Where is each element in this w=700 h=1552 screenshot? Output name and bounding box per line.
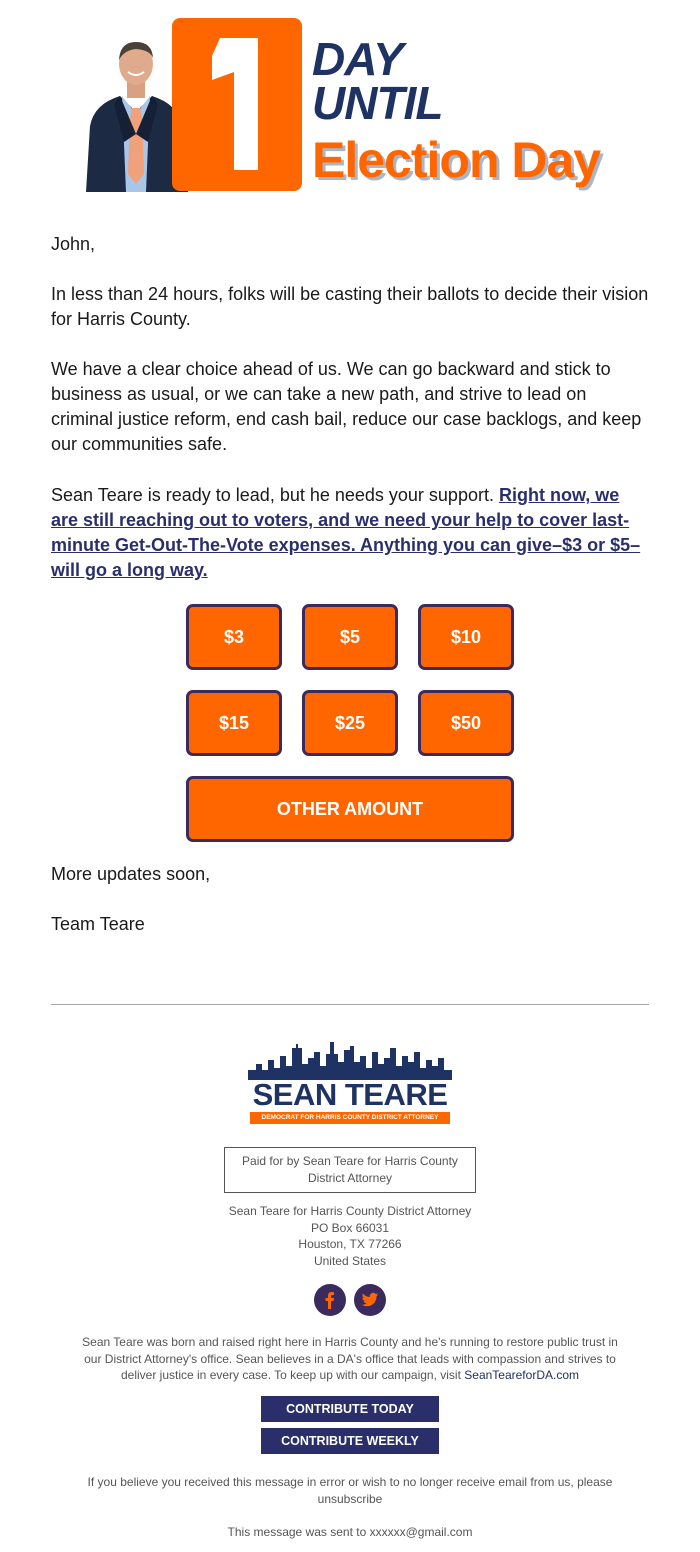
donate-other-amount-button[interactable]: OTHER AMOUNT bbox=[186, 776, 514, 842]
address-city: Houston, TX 77266 bbox=[298, 1237, 402, 1251]
about-campaign bbox=[76, 1334, 624, 1384]
sent-to-notice bbox=[76, 1524, 624, 1540]
hero-banner bbox=[80, 16, 640, 194]
headline-election-day: Election Day bbox=[312, 132, 601, 188]
donate-15-button[interactable]: $15 bbox=[186, 690, 282, 756]
headline-day: DAY bbox=[312, 33, 403, 85]
paragraph-3-lead: Sean Teare is ready to lead, but he needs your support. bbox=[51, 485, 499, 505]
twitter-icon bbox=[361, 1291, 379, 1309]
mailing-address bbox=[150, 1203, 550, 1269]
signature: Team Teare bbox=[51, 914, 145, 934]
signoff: More updates soon, bbox=[51, 864, 211, 884]
facebook-link[interactable] bbox=[314, 1284, 346, 1316]
donate-3-button[interactable]: $3 bbox=[186, 604, 282, 670]
campaign-website-link[interactable]: SeanTeareforDA.com bbox=[464, 1368, 579, 1382]
donate-10-button[interactable]: $10 bbox=[418, 604, 514, 670]
twitter-link[interactable] bbox=[354, 1284, 386, 1316]
logo-wordmark: SEAN TEARE bbox=[252, 1077, 448, 1112]
unsubscribe-notice bbox=[76, 1474, 624, 1507]
unsubscribe-text: If you believe you received this message in error or wish to no longer receive email from us, please bbox=[87, 1475, 613, 1489]
donate-50-button[interactable]: $50 bbox=[418, 690, 514, 756]
skyline-icon bbox=[248, 1040, 452, 1080]
paid-for-disclaimer: Paid for by Sean Teare for Harris County District Attorney bbox=[224, 1147, 476, 1193]
address-po-box: PO Box 66031 bbox=[310, 1220, 390, 1235]
sent-to-label: This message was sent to bbox=[227, 1525, 370, 1539]
campaign-logo bbox=[248, 1040, 452, 1126]
address-org: Sean Teare for Harris County District Attorney bbox=[228, 1204, 472, 1218]
paragraph-3 bbox=[51, 483, 651, 583]
address-country: United States bbox=[313, 1253, 387, 1268]
donate-appeal-link[interactable]: Right now, we are still reaching out to voters, and we need your help to cover last-minute Get-Out-The-Vote expenses. Anything you can give–$3 or $5– will go a long way. bbox=[51, 485, 641, 580]
unsubscribe-link[interactable]: unsubscribe bbox=[317, 1491, 383, 1506]
donate-5-button[interactable]: $5 bbox=[302, 604, 398, 670]
paragraph-1: In less than 24 hours, folks will be casting their ballots to decide their vision for Harris County. bbox=[51, 284, 649, 329]
headline-until: UNTIL bbox=[312, 77, 443, 129]
contribute-today-button[interactable]: CONTRIBUTE TODAY bbox=[261, 1396, 439, 1422]
facebook-icon bbox=[321, 1291, 339, 1309]
greeting: John, bbox=[51, 234, 96, 254]
contribute-weekly-button[interactable]: CONTRIBUTE WEEKLY bbox=[261, 1428, 439, 1454]
donate-25-button[interactable]: $25 bbox=[302, 690, 398, 756]
countdown-number bbox=[200, 24, 280, 184]
footer-divider bbox=[51, 1004, 649, 1005]
about-text: Sean Teare was born and raised right here in Harris County and he's running to restore public trust in our District Attorney's office. Sean believes in a DA's office that leads with compassion and strives to deliver justice in every case. To keep up with our campaign, visit bbox=[82, 1335, 618, 1382]
logo-tagline: DEMOCRAT FOR HARRIS COUNTY DISTRICT ATTORNEY bbox=[250, 1112, 450, 1124]
paragraph-2: We have a clear choice ahead of us. We can go backward and stick to business as usual, or we can take a new path, and strive to lead on criminal justice reform, end cash bail, reduce our case backlogs, and keep our communities safe. bbox=[51, 359, 642, 454]
recipient-email: xxxxxx@gmail.com bbox=[369, 1525, 473, 1539]
